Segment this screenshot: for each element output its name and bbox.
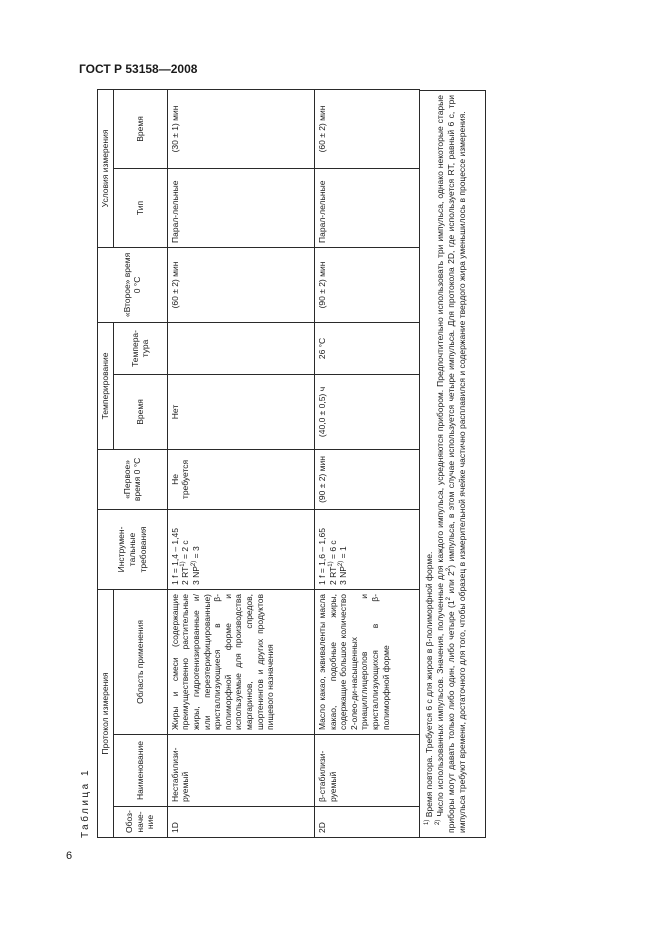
cell-type: Парал-лельные: [314, 168, 419, 247]
cell-second-time: (60 ± 2) мин: [167, 247, 314, 322]
instrument-np: 3 $NP^{2)} = 3$: [190, 546, 201, 585]
rotated-table-block: [80, 90, 487, 838]
instrument-np: 3 $NP^{2)} = 1$: [338, 546, 349, 585]
data-table: [97, 89, 420, 838]
cell-scope: Масло какао, эквиваленты масла какао, подобные жиры, содержащие большое количество 2-олео-ди-насыщенных триацилглицеролов и кристаллизующихся в β-полиморфной форме: [314, 589, 419, 734]
table-row: [167, 89, 314, 837]
col-instrument-header: Инструмен-тальные требования: [98, 509, 168, 589]
group-tempering-header: Темперирование: [98, 322, 114, 449]
cell-temper-time: (40,0 ± 0,5) ч: [314, 374, 419, 449]
instrument-rt: 2 $RT^{1)} = 6$ с: [327, 540, 338, 585]
col-meas-time-header: Время: [113, 89, 167, 168]
col-second-time-header: «Второе» время 0 °С: [98, 247, 168, 322]
cell-instrument: [167, 509, 314, 589]
cell-name: β-стабилизи-руемый: [314, 735, 419, 807]
cell-meas-time: (60 ± 2) мин: [314, 89, 419, 168]
page-header-title: ГОСТ Р 53158—2008: [79, 62, 198, 76]
col-scope-header: Область применения: [113, 589, 167, 734]
instrument-rt: 2 $RT^{1)} = 2$ с: [180, 540, 191, 585]
footnote-2: $^{2)}$ Число использованных импульсов. Значения, полученные для каждого импульса, усредняются прибором. Предпочтительно использовать три импульса, однако некоторые старые приборы могут давать только либо один, либо четыре ($1^2$ или $2^2$) импульса, в этом случае используется четыре импульса. Для протокола 2D, где используется RT, равный 6 с, три импульса требуют времени, достаточного для того, чтобы образец в измерительной ячейке частично расплавился и содержание твердого жира уменьшилось в процессе измерения.: [434, 95, 467, 833]
cell-first-time: Не требуется: [167, 449, 314, 509]
footnote-1: $^{1)}$ Время повтора. Требуется 6 с для жиров в β-полиморфной форме.: [424, 551, 434, 825]
instrument-f: 1 f = 1,6 – 1,65: [316, 528, 327, 585]
cell-type: Парал-лельные: [167, 168, 314, 247]
cell-first-time: (90 ± 2) мин: [314, 449, 419, 509]
page-number: 6: [66, 850, 73, 862]
table-footnotes: [420, 90, 486, 838]
cell-name: Нестабилизи-руемый: [167, 735, 314, 807]
col-type-header: Тип: [113, 168, 167, 247]
instrument-f: 1 f = 1,4 – 1,45: [169, 528, 180, 585]
col-code-header: Обоз-наче-ние: [113, 807, 167, 838]
table-caption: Таблица 1: [80, 767, 91, 838]
cell-code: 1D: [167, 807, 314, 838]
col-temper-time-header: Время: [113, 374, 167, 449]
col-temper-temp-header: Темпера-тура: [113, 322, 167, 374]
cell-code: 2D: [314, 807, 419, 838]
cell-instrument: [314, 509, 419, 589]
cell-second-time: (90 ± 2) мин: [314, 247, 419, 322]
col-first-time-header: «Первое» время 0 °С: [98, 449, 168, 509]
cell-meas-time: (30 ± 1) мин: [167, 89, 314, 168]
cell-scope: Жиры и смеси (содержащие преимущественно растительные жиры, гидрогенизированные и/или переэтерифицированные) кристаллизующиеся в β-полиморфной форме и используемые для производства маргаринов, спредов, шортенингов и других продуктов пищевого назначения: [167, 589, 314, 734]
cell-temper-temp: [167, 322, 314, 374]
table-row: [314, 89, 419, 837]
col-name-header: Наименование: [113, 735, 167, 807]
group-protocol-header: Протокол измерения: [98, 589, 114, 837]
group-conditions-header: Условия измерения: [98, 89, 114, 247]
cell-temper-temp: 26 °С: [314, 322, 419, 374]
cell-temper-time: Нет: [167, 374, 314, 449]
